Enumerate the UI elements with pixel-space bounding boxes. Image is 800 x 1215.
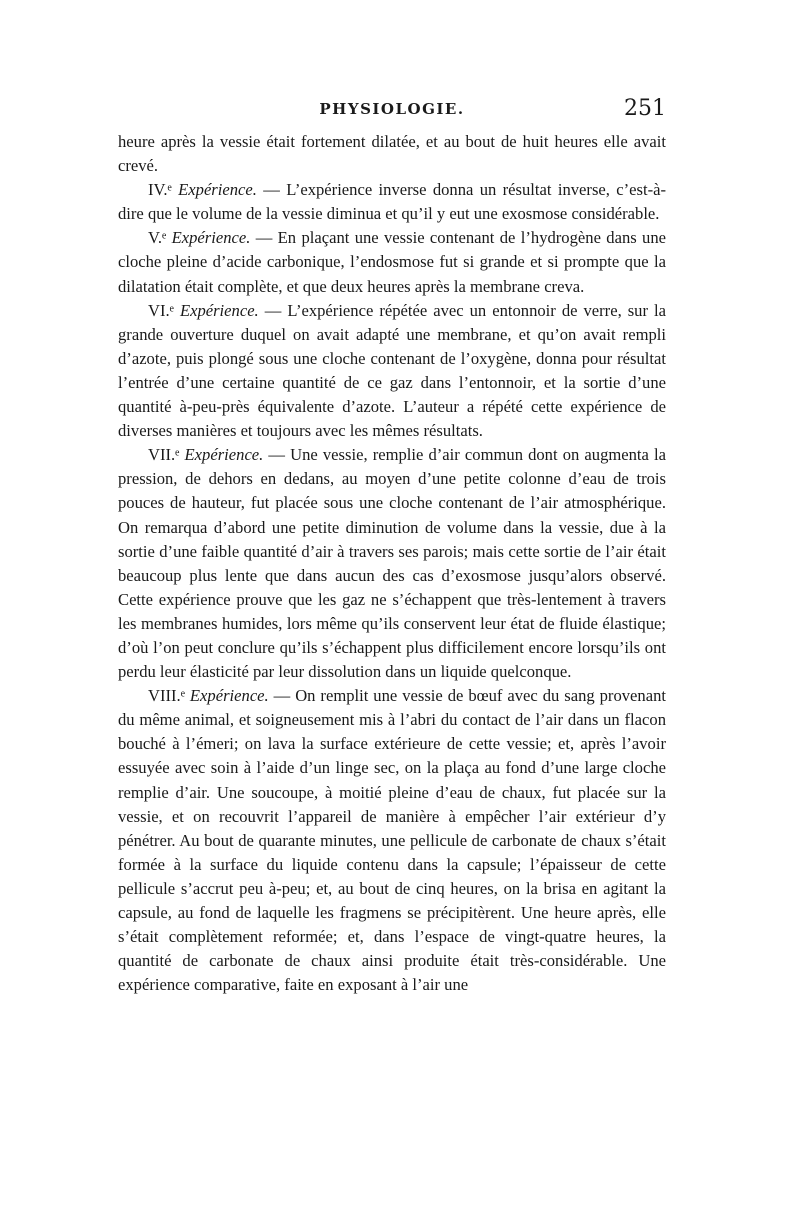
body-text bbox=[118, 130, 666, 997]
experience-title: Expérience. bbox=[171, 228, 251, 248]
experience-number: V.ᵉ bbox=[148, 228, 167, 248]
experience-number: VIII.ᵉ bbox=[148, 686, 185, 706]
experience-number: VI.ᵉ bbox=[148, 300, 174, 320]
paragraph-experience-8 bbox=[118, 684, 666, 997]
experience-title: Expérience. bbox=[189, 686, 269, 706]
experience-title: Expérience. bbox=[184, 445, 264, 465]
experience-number: IV.ᵉ bbox=[148, 180, 172, 200]
paragraph-experience-7 bbox=[118, 443, 666, 684]
page-header bbox=[118, 96, 666, 126]
paragraph-text: heure après la vessie était fortement dilatée, et au bout de huit heures elle avait crevé. bbox=[118, 132, 666, 176]
paragraph-experience-6 bbox=[118, 299, 666, 444]
experience-title: Expérience. bbox=[178, 180, 257, 200]
running-head: PHYSIOLOGIE. bbox=[319, 100, 465, 118]
paragraph-text: — L’expérience inverse donna un résultat inverse, c’est-à-dire que le volume de la vessie diminua et qu’il y eut une exosmose considérable. bbox=[118, 180, 667, 224]
paragraph-continuation bbox=[118, 130, 666, 178]
paragraph-text: — Une vessie, remplie d’air commun dont on augmenta la pression, de dehors en dedans, au moyen d’une petite colonne d’eau de trois pouces de hauteur, fut placée sous une cloche contenant de l’air atmosphérique. On remarqua d’abord une petite diminution de volume dans la vessie, due à la sortie d’une faible quantité d’air à travers ses parois; mais cette sortie de l’air était beaucoup plus lente que dans aucun des cas d’exosmose jusqu’alors observé. Cette expérience prouve que les gaz ne s’échappent que très-lentement à travers les membranes humides, lors même qu’ils conservent leur état de fluide élastique; d’où l’on peut conclure qu’ils s’échappent plus difficilement encore lorsqu’ils ont perdu leur élasticité par leur dissolution dans un liquide quelconque. bbox=[118, 445, 666, 682]
paragraph-text: — En plaçant une vessie contenant de l’hydrogène dans une cloche pleine d’acide carbonique, l’endosmose fut si grande et si prompte que la dilatation était complète, et que deux heures après la membrane creva. bbox=[118, 228, 666, 296]
experience-title: Expérience. bbox=[179, 300, 259, 320]
paragraph-text: — L’expérience répétée avec un entonnoir de verre, sur la grande ouverture duquel on avait adapté une membrane, et qu’on avait rempli d’azote, puis plongé sous une cloche contenant de l’oxygène, donna pour résultat l’entrée d’une certaine quantité de ce gaz dans l’entonnoir, et la sortie d’une quantité à-peu-près équivalente d’azote. L’auteur a répété cette expérience de diverses manières et toujours avec les mêmes résultats. bbox=[118, 300, 666, 441]
paragraph-experience-4 bbox=[118, 178, 666, 226]
page-number: 251 bbox=[624, 96, 666, 121]
paragraph-experience-5 bbox=[118, 226, 666, 298]
experience-number: VII.ᵉ bbox=[148, 445, 180, 465]
paragraph-text: — On remplit une vessie de bœuf avec du sang provenant du même animal, et soigneusement mis à l’abri du contact de l’air dans un flacon bouché à l’émeri; on lava la surface extérieure de cette vessie; et, après l’avoir essuyée avec soin à l’aide d’un linge sec, on la plaça au fond d’une large cloche remplie d’air. Une soucoupe, à moitié pleine d’eau de chaux, fut placée sur la vessie, et on recouvrit l’appareil de manière à empêcher l’air extérieur d’y pénétrer. Au bout de quarante minutes, une pellicule de carbonate de chaux s’était formée à la surface du liquide contenu dans la capsule; l’épaisseur de cette pellicule s’accrut peu à-peu; et, au bout de cinq heures, on la brisa en agitant la capsule, au fond de laquelle les fragmens se précipitèrent. Une heure après, elle s’était complètement reformée; et, dans l’espace de vingt-quatre heures, la quantité de carbonate de chaux ainsi produite était très-considérable. Une expérience comparative, faite en exposant à l’air une bbox=[118, 686, 666, 995]
